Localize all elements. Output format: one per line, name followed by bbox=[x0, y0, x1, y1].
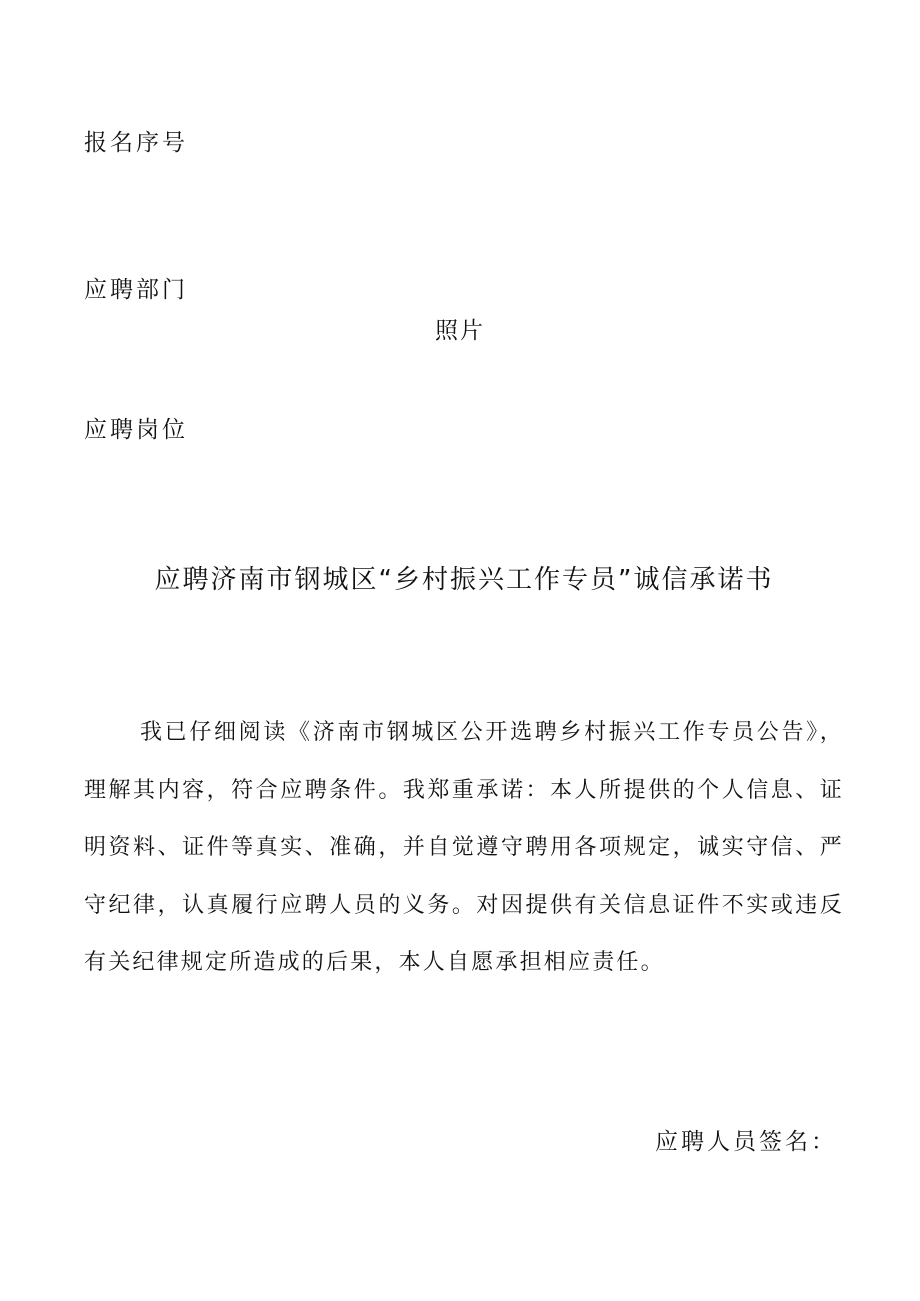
position-label: 应聘岗位 bbox=[84, 417, 188, 443]
serial-number-label: 报名序号 bbox=[84, 130, 188, 156]
pledge-title: 应聘济南市钢城区“乡村振兴工作专员”诚信承诺书 bbox=[154, 565, 774, 595]
photo-placeholder: 照片 bbox=[435, 318, 485, 344]
signature-label: 应聘人员签名： bbox=[655, 1129, 837, 1155]
pledge-body: 我已仔细阅读《济南市钢城区公开选聘乡村振兴工作专员公告》，理解其内容，符合应聘条件。我郑重承诺：本人所提供的个人信息、证明资料、证件等真实、准确，并自觉遵守聘用各项规定，诚实守信、严守纪律，认真履行应聘人员的义务。对因提供有关信息证件不实或违反有关纪律规定所造成的后果，本人自愿承担相应责任。 bbox=[84, 720, 844, 975]
department-label: 应聘部门 bbox=[84, 277, 188, 303]
